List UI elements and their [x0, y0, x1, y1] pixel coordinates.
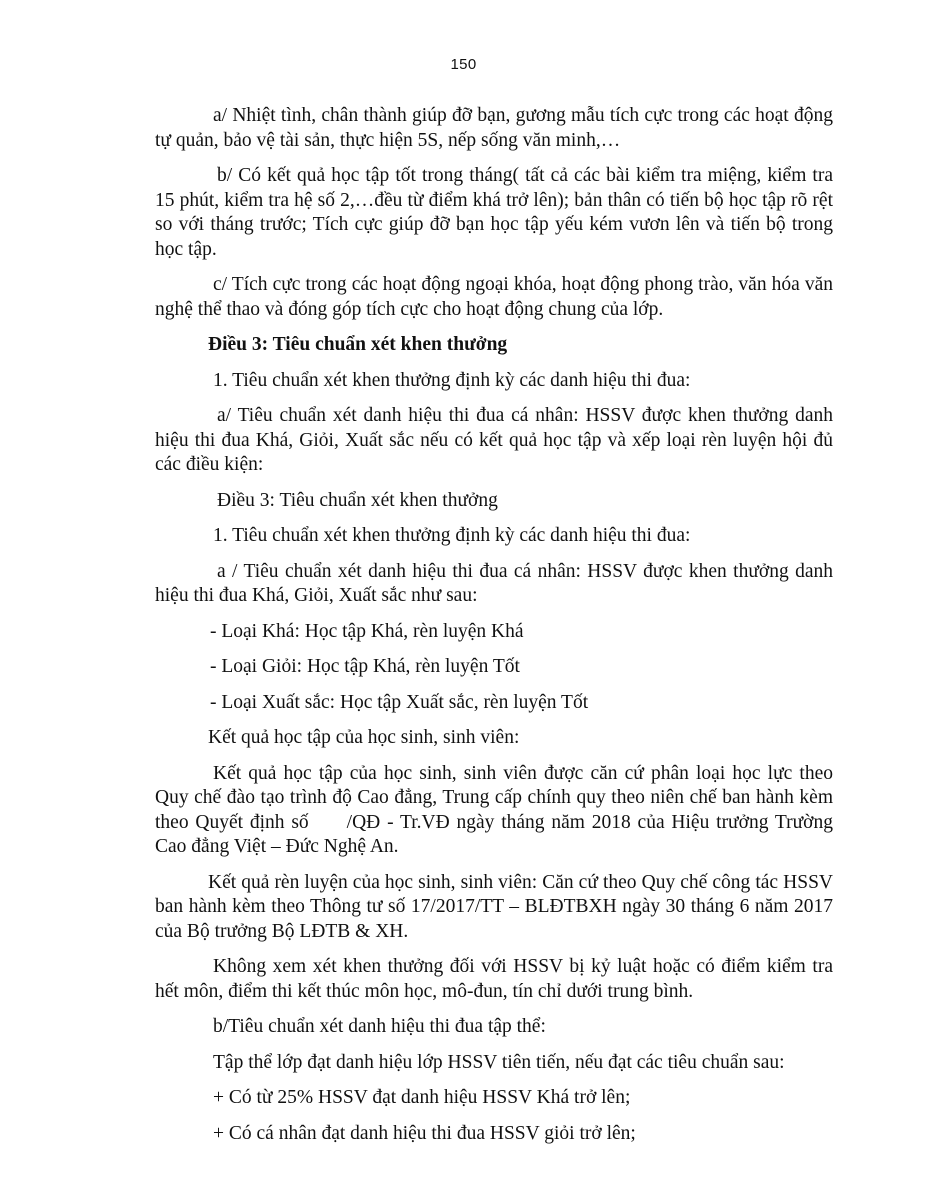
paragraph-collective-standards: b/Tiêu chuẩn xét danh hiệu thi đua tập thể: [213, 1016, 546, 1037]
paragraph-periodic-standards: 1. Tiêu chuẩn xét khen thưởng định kỳ các danh hiệu thi đua: [213, 369, 691, 391]
paragraph-individual-standards-repeat: a / Tiêu chuẩn xét danh hiệu thi đua cá nhân: HSSV được khen thưởng danh hiệu thi đua Khá, Giỏi, Xuất sắc như sau: [155, 560, 833, 606]
paragraph-exclusion: Không xem xét khen thưởng đối với HSSV bị kỷ luật hoặc có điểm kiểm tra hết môn, điểm thi kết thúc môn học, mô-đun, tín chỉ dưới trung bình. [155, 956, 833, 1002]
paragraph-conduct-results: Kết quả rèn luyện của học sinh, sinh viên: Căn cứ theo Quy chế công tác HSSV ban hành kèm theo Thông tư số 17/2017/TT – BLĐTBXH ngày 30 tháng 6 năm 2017 của Bộ trưởng Bộ LĐTB & XH. [155, 871, 833, 942]
document-body [155, 104, 833, 1146]
academic-results-part-2: /QĐ - Tr.VĐ ngày tháng năm 2018 của Hiệu trưởng Trường Cao đẳng Việt – Đức Nghệ An. [155, 811, 833, 857]
list-item-xuat-sac: - Loại Xuất sắc: Học tập Xuất sắc, rèn luyện Tốt [210, 691, 589, 713]
list-item-individual-gioi: + Có cá nhân đạt danh hiệu thi đua HSSV giỏi trở lên; [213, 1122, 636, 1144]
paragraph-criterion-c: c/ Tích cực trong các hoạt động ngoại khóa, hoạt động phong trào, văn hóa văn nghệ thể thao và đóng góp tích cực cho hoạt động chung của lớp. [155, 274, 833, 320]
paragraph-academic-results-title: Kết quả học tập của học sinh, sinh viên: [208, 727, 520, 748]
article-3-heading: Điều 3: Tiêu chuẩn xét khen thưởng [208, 334, 508, 355]
list-item-gioi: - Loại Giỏi: Học tập Khá, rèn luyện Tốt [210, 656, 520, 677]
list-item-kha: - Loại Khá: Học tập Khá, rèn luyện Khá [210, 620, 524, 642]
paragraph-academic-results [155, 762, 833, 860]
paragraph-criterion-b: b/ Có kết quả học tập tốt trong tháng( tất cả các bài kiểm tra miệng, kiểm tra 15 phút, kiểm tra hệ số 2,…đều từ điểm khá trở lên); bản thân có tiến bộ học tập rõ rệt so với tháng trước; Tích cực giúp đỡ bạn học tập yếu kém vươn lên và tiến bộ trong học tập. [155, 165, 833, 260]
paragraph-individual-standards: a/ Tiêu chuẩn xét danh hiệu thi đua cá nhân: HSSV được khen thưởng danh hiệu thi đua Khá, Giỏi, Xuất sắc nếu có kết quả học tập và xếp loại rèn luyện hội đủ các điều kiện: [155, 405, 833, 475]
article-3-repeat: Điều 3: Tiêu chuẩn xét khen thưởng [217, 489, 498, 511]
paragraph-advanced-class: Tập thể lớp đạt danh hiệu lớp HSSV tiên tiến, nếu đạt các tiêu chuẩn sau: [213, 1051, 785, 1073]
list-item-25-percent: + Có từ 25% HSSV đạt danh hiệu HSSV Khá trở lên; [213, 1087, 631, 1108]
paragraph-criterion-a: a/ Nhiệt tình, chân thành giúp đỡ bạn, gương mẫu tích cực trong các hoạt động tự quản, bảo vệ tài sản, thực hiện 5S, nếp sống văn minh,… [155, 105, 833, 151]
paragraph-periodic-standards-repeat: 1. Tiêu chuẩn xét khen thưởng định kỳ các danh hiệu thi đua: [213, 525, 691, 546]
academic-results-part-1: Kết quả học tập của học sinh, sinh viên được căn cứ phân loại học lực theo Quy chế đào tạo trình độ Cao đẳng, Trung cấp chính quy theo niên chế ban hành kèm theo Quyết định số [155, 762, 833, 833]
page-number: 150 [450, 56, 477, 73]
